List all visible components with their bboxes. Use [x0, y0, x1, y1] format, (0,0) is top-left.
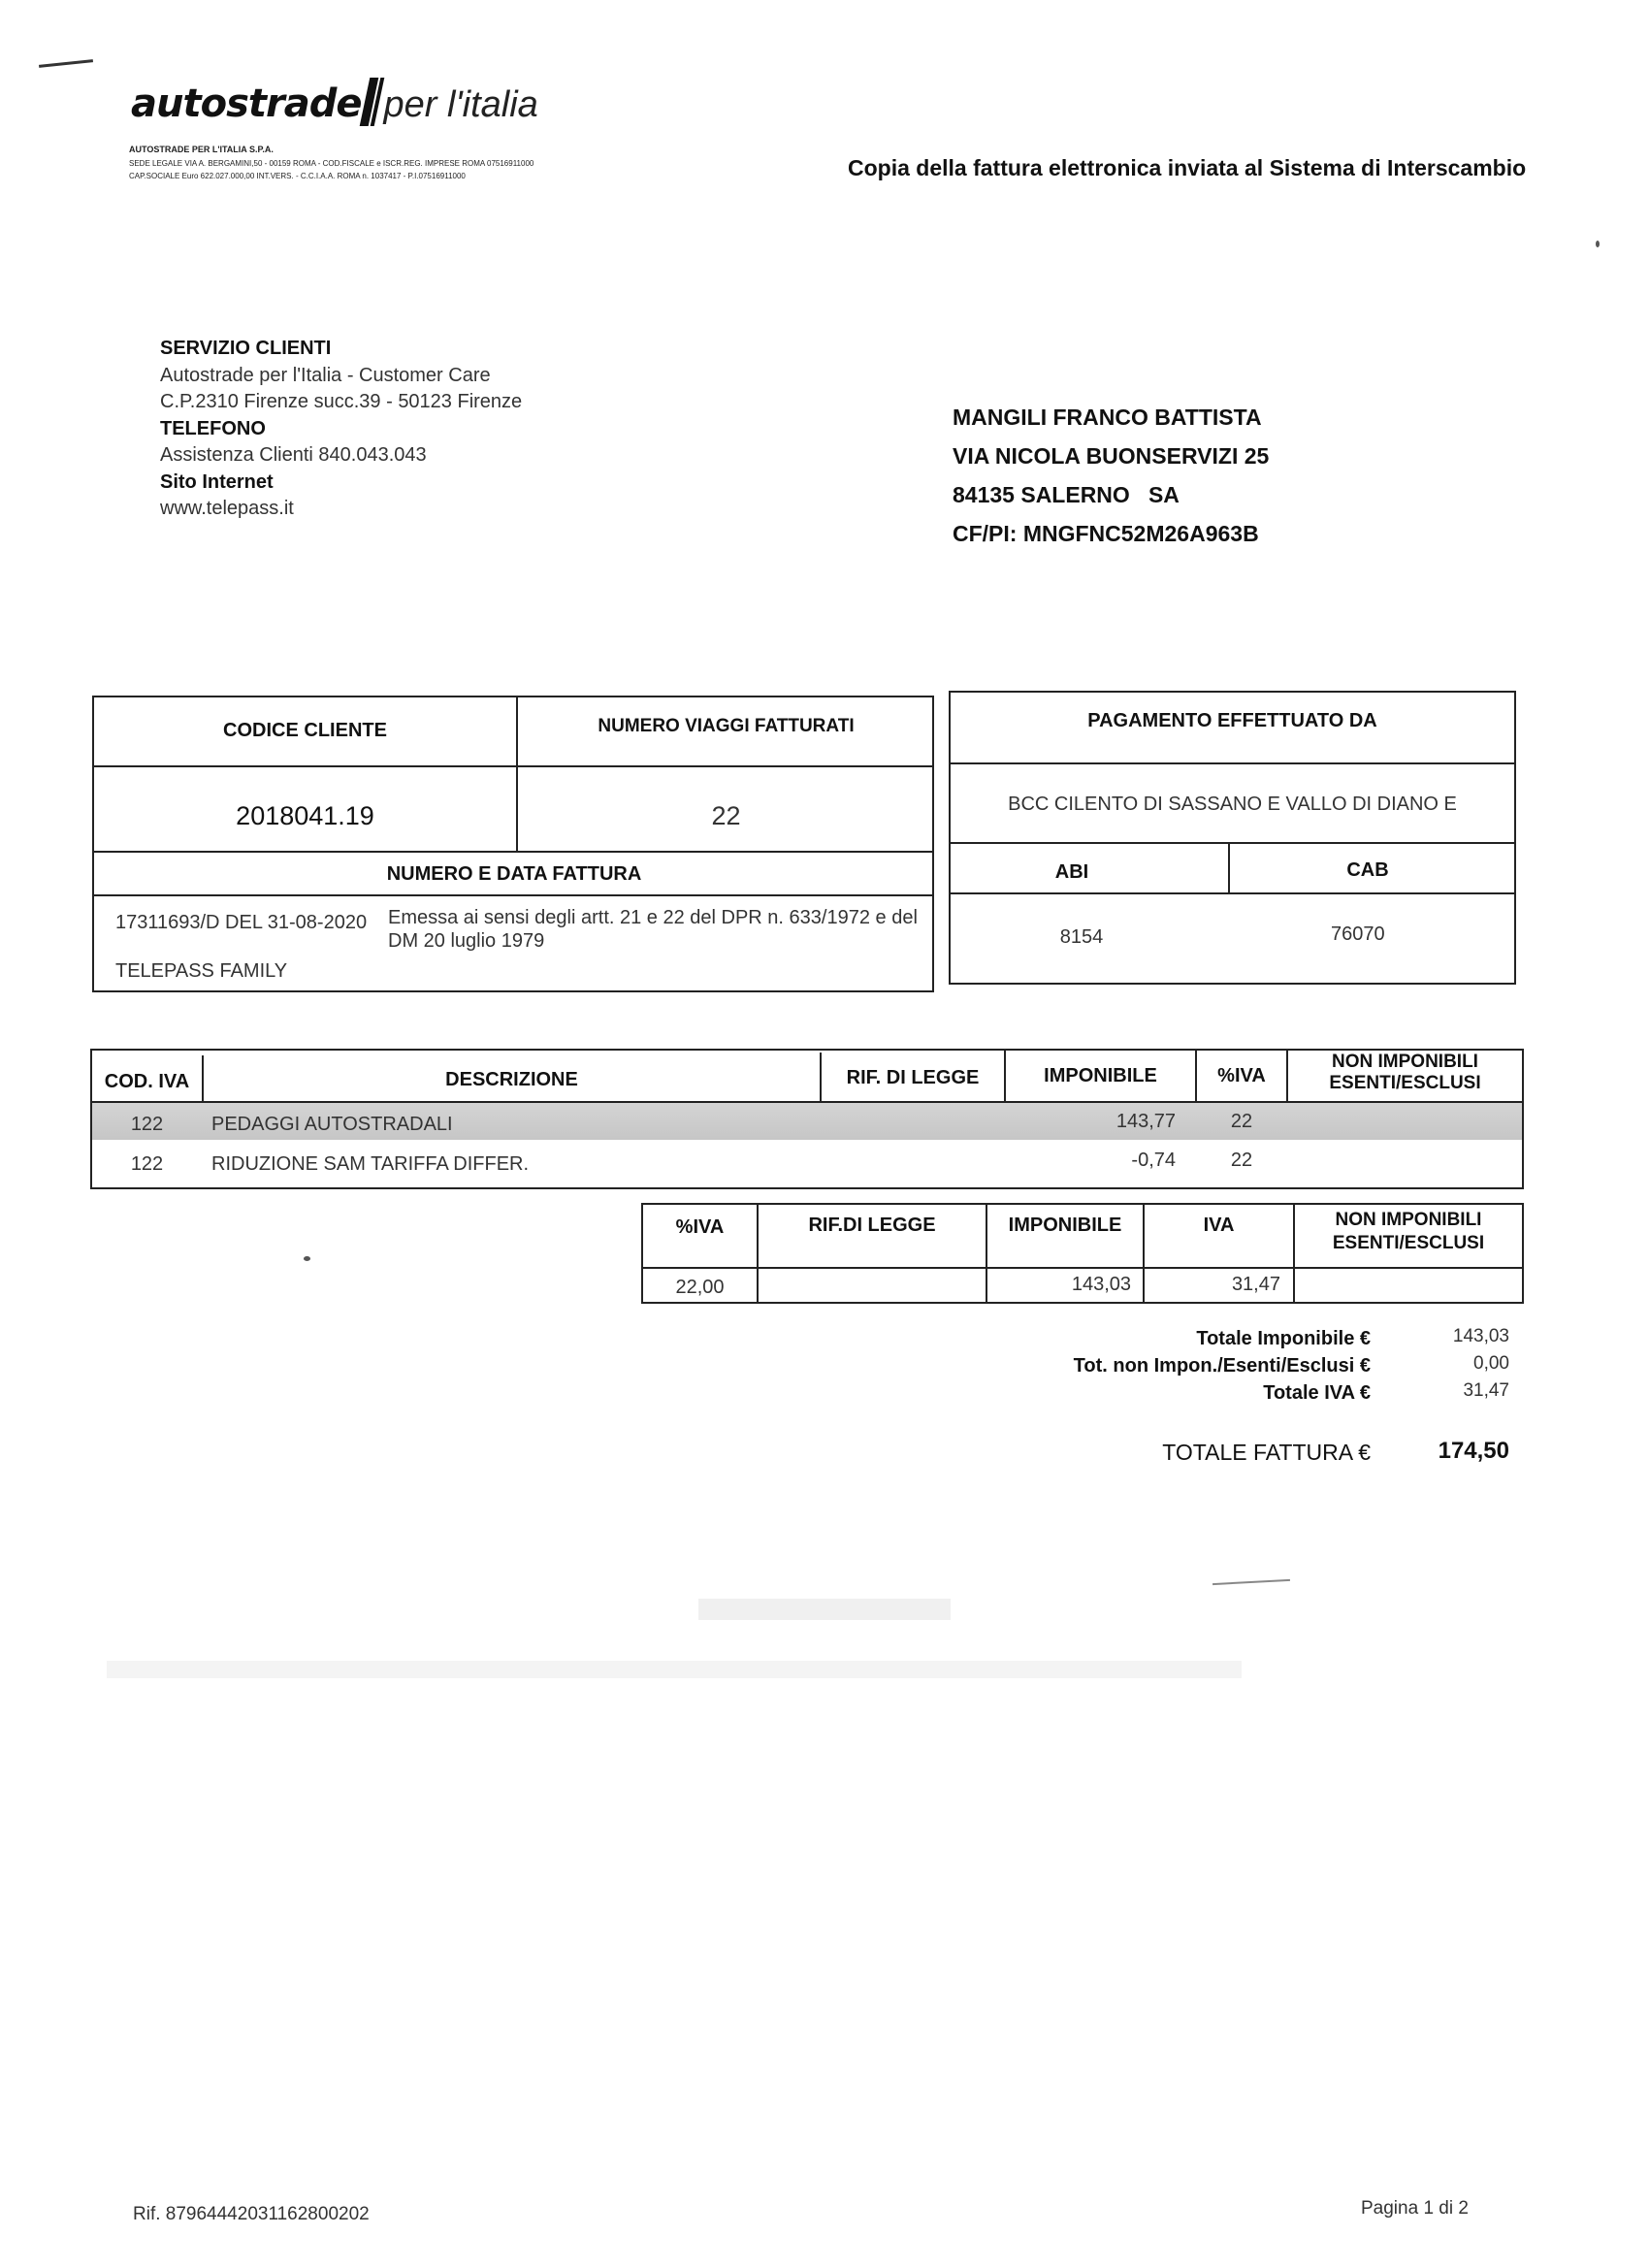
bank-name: BCC CILENTO DI SASSANO E VALLO DI DIANO E	[1008, 794, 1457, 815]
phone-label: TELEFONO	[160, 417, 266, 439]
abi-value: 8154	[1059, 926, 1104, 948]
col-imponibile: IMPONIBILE	[1044, 1065, 1157, 1086]
phone-value: Assistenza Clienti 840.043.043	[160, 444, 427, 466]
company-logo	[131, 78, 538, 126]
legal-line-1: SEDE LEGALE VIA A. BERGAMINI,50 - 00159 ROMA - COD.FISCALE e ISCR.REG. IMPRESE ROMA 07516911000	[129, 159, 534, 168]
scan-mark	[1212, 1579, 1290, 1585]
logo-wordmark-left: autostrade	[131, 81, 362, 126]
divider	[90, 1101, 1524, 1103]
divider	[949, 842, 1516, 844]
reference-number: Rif. 87964442031162800202	[133, 2204, 370, 2224]
cab-value: 76070	[1331, 923, 1385, 945]
copy-note: Copia della fattura elettronica inviata al Sistema di Interscambio	[848, 155, 1527, 180]
row-2-imponibile: -0,74	[1131, 1150, 1176, 1171]
col-non-imponibili	[1288, 1052, 1522, 1094]
total-non-imponibile-label: Tot. non Impon./Esenti/Esclusi €	[1073, 1355, 1371, 1377]
total-non-imponibile-value: 0,00	[1473, 1353, 1509, 1374]
company-name: AUTOSTRADE PER L'ITALIA S.P.A.	[129, 145, 274, 154]
invoice-legal-note	[388, 906, 918, 953]
divider	[641, 1267, 1524, 1269]
vat-col-non-imponibili	[1295, 1209, 1522, 1255]
customer-service-block	[160, 336, 522, 523]
pen-mark	[39, 59, 93, 68]
total-iva-label: Totale IVA €	[1263, 1382, 1371, 1404]
col-perc-iva: %IVA	[1217, 1065, 1266, 1086]
vat-row-perc: 22,00	[675, 1277, 725, 1298]
divider	[92, 851, 934, 853]
vat-col-non-imponibili-line-1: NON IMPONIBILI	[1335, 1210, 1482, 1230]
customer-code-value: 2018041.19	[236, 801, 374, 830]
service-line-1: Autostrade per l'Italia - Customer Care	[160, 364, 491, 386]
trips-value: 22	[711, 801, 741, 830]
row-1-cod: 122	[130, 1114, 164, 1135]
divider	[92, 765, 934, 767]
total-invoice-label: TOTALE FATTURA €	[1162, 1440, 1371, 1465]
show-through-smudge	[698, 1599, 951, 1620]
vat-col-non-imponibili-line-2: ESENTI/ESCLUSI	[1332, 1233, 1485, 1253]
col-non-imponibili-line-2: ESENTI/ESCLUSI	[1329, 1073, 1481, 1093]
row-1-imponibile: 143,77	[1116, 1111, 1176, 1132]
addressee-block	[953, 398, 1269, 553]
abi-label: ABI	[1054, 861, 1089, 883]
service-line-2: C.P.2310 Firenze succ.39 - 50123 Firenze	[160, 391, 523, 412]
page-number: Pagina 1 di 2	[1361, 2198, 1469, 2219]
total-imponibile-value: 143,03	[1452, 1326, 1509, 1346]
col-non-imponibili-line-1: NON IMPONIBILI	[1332, 1052, 1478, 1072]
service-label: SERVIZIO CLIENTI	[160, 338, 332, 359]
addressee-name: MANGILI FRANCO BATTISTA	[953, 405, 1262, 430]
row-2-desc: RIDUZIONE SAM TARIFFA DIFFER.	[211, 1153, 530, 1175]
website-label: Sito Internet	[160, 470, 274, 493]
product-name: TELEPASS FAMILY	[115, 960, 288, 982]
trips-label: NUMERO VIAGGI FATTURATI	[598, 716, 855, 736]
vat-col-iva: IVA	[1203, 1215, 1235, 1236]
row-2-iva: 22	[1230, 1150, 1253, 1171]
row-2-cod: 122	[130, 1153, 164, 1175]
divider	[1228, 842, 1230, 892]
show-through-smudge	[107, 1661, 1242, 1678]
row-1-desc: PEDAGGI AUTOSTRADALI	[211, 1114, 453, 1135]
cab-label: CAB	[1346, 859, 1389, 881]
vat-col-imponibile: IMPONIBILE	[1008, 1215, 1122, 1236]
total-iva-value: 31,47	[1463, 1380, 1509, 1401]
invoice-label: NUMERO E DATA FATTURA	[386, 863, 642, 885]
scan-speck	[1596, 241, 1600, 247]
total-imponibile-label: Totale Imponibile €	[1196, 1328, 1371, 1349]
addressee-tax-id: CF/PI: MNGFNC52M26A963B	[953, 521, 1259, 546]
total-invoice-value: 174,50	[1438, 1438, 1509, 1464]
customer-code-label: CODICE CLIENTE	[223, 720, 387, 741]
divider	[949, 762, 1516, 764]
col-cod-iva: COD. IVA	[104, 1071, 190, 1092]
divider	[949, 892, 1516, 894]
vat-row-imponibile: 143,03	[1071, 1274, 1131, 1295]
vat-col-perc: %IVA	[675, 1216, 725, 1238]
invoice-note-line-1: Emessa ai sensi degli artt. 21 e 22 del DPR n. 633/1972 e del	[388, 907, 918, 928]
divider	[92, 894, 934, 896]
addressee-street: VIA NICOLA BUONSERVIZI 25	[953, 443, 1270, 469]
vat-row-iva: 31,47	[1231, 1274, 1280, 1295]
invoice-number-date: 17311693/D DEL 31-08-2020	[115, 912, 368, 933]
logo-wordmark-right: per l'italia	[383, 84, 538, 125]
col-rif-legge: RIF. DI LEGGE	[846, 1067, 980, 1088]
website-link[interactable]: www.telepass.it	[160, 498, 294, 519]
legal-line-2: CAP.SOCIALE Euro 622.027.000,00 INT.VERS. - C.C.I.A.A. ROMA n. 1037417 - P.I.07516911000	[129, 172, 466, 180]
scan-speck	[304, 1256, 310, 1261]
addressee-city: 84135 SALERNO SA	[953, 482, 1180, 507]
col-descrizione: DESCRIZIONE	[445, 1069, 578, 1090]
payment-label: PAGAMENTO EFFETTUATO DA	[1087, 710, 1377, 731]
vat-col-rif-legge: RIF.DI LEGGE	[808, 1215, 936, 1236]
invoice-note-line-2: DM 20 luglio 1979	[388, 930, 545, 952]
row-1-iva: 22	[1230, 1111, 1253, 1132]
